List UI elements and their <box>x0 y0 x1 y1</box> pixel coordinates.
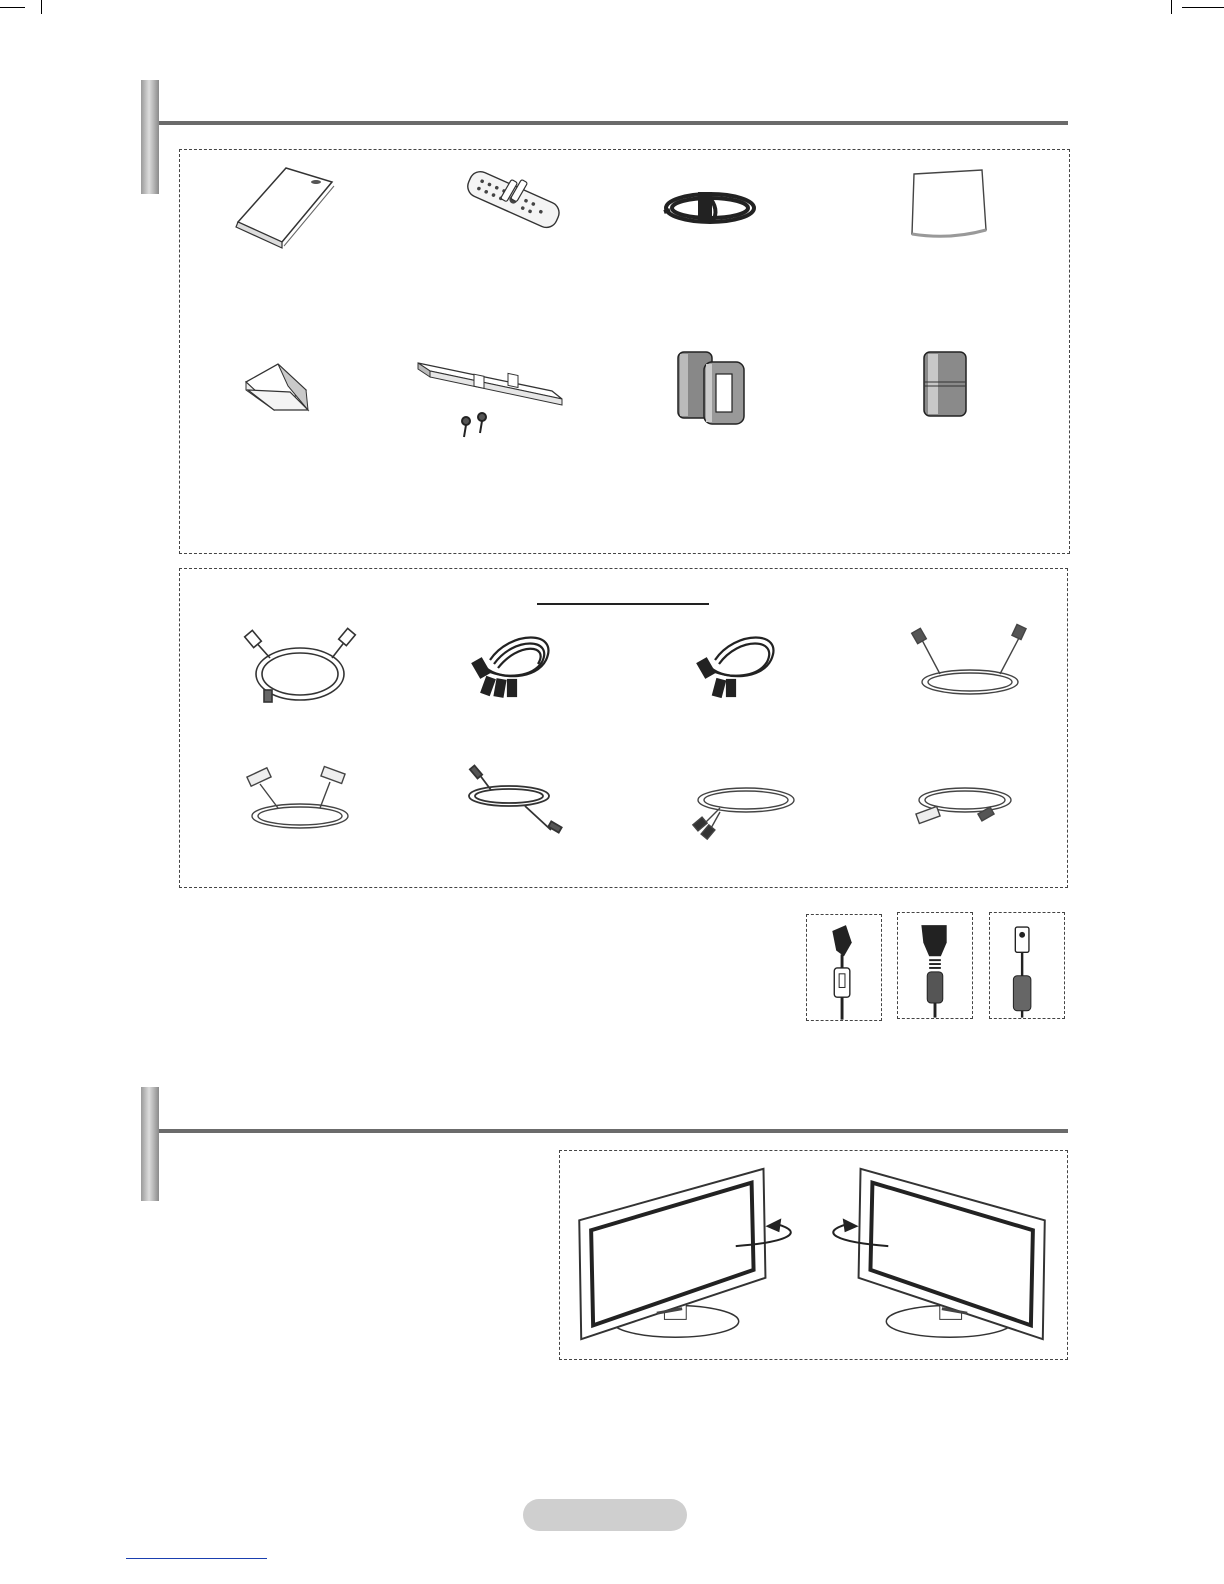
power-cord-icon <box>660 160 820 270</box>
crop-mark-top-right-vertical <box>1171 0 1172 14</box>
owners-manual-icon <box>220 160 380 270</box>
audio-cables-icon <box>675 620 835 730</box>
ferrite-example-box-3 <box>989 912 1065 1019</box>
crop-mark-top-left-vertical <box>41 0 42 14</box>
s-video-cable-icon <box>900 620 1060 730</box>
tv-swivel-icon <box>560 1151 1067 1359</box>
power-cord-ferrite-straight-icon <box>898 913 972 1018</box>
section-marker-viewing-angle <box>141 1087 159 1201</box>
swivel-illustration-box <box>559 1150 1068 1360</box>
ferrite-core-pair-icon <box>650 340 810 450</box>
network-cable-ferrite-icon <box>990 913 1064 1018</box>
section-marker-accessories <box>141 80 159 194</box>
antenna-cable-icon <box>230 620 390 730</box>
cleaning-cloth-icon <box>900 160 1060 270</box>
stand-cover-screws-icon <box>412 345 572 455</box>
pc-audio-cable-icon <box>455 760 615 870</box>
pc-cable-icon <box>905 760 1065 870</box>
ferrite-example-box-2 <box>897 912 973 1019</box>
page-number-badge <box>523 1499 687 1531</box>
footer-link-underline[interactable] <box>126 1558 267 1559</box>
power-cord-ferrite-angle-icon <box>807 915 881 1020</box>
section-rule-viewing-angle <box>159 1129 1068 1133</box>
section-rule-accessories <box>159 121 1068 125</box>
scart-cable-icon <box>230 760 390 870</box>
crop-mark-top-left <box>0 7 25 8</box>
crop-mark-top-right <box>1182 7 1224 8</box>
remote-control-batteries-icon <box>440 160 600 270</box>
optional-items-title-underline <box>537 603 709 605</box>
warranty-card-icon <box>228 350 388 460</box>
hdmi-cable-icon <box>680 760 840 870</box>
ferrite-example-box-1 <box>806 914 882 1021</box>
ferrite-core-single-icon <box>880 340 1040 450</box>
component-cables-icon <box>450 620 610 730</box>
